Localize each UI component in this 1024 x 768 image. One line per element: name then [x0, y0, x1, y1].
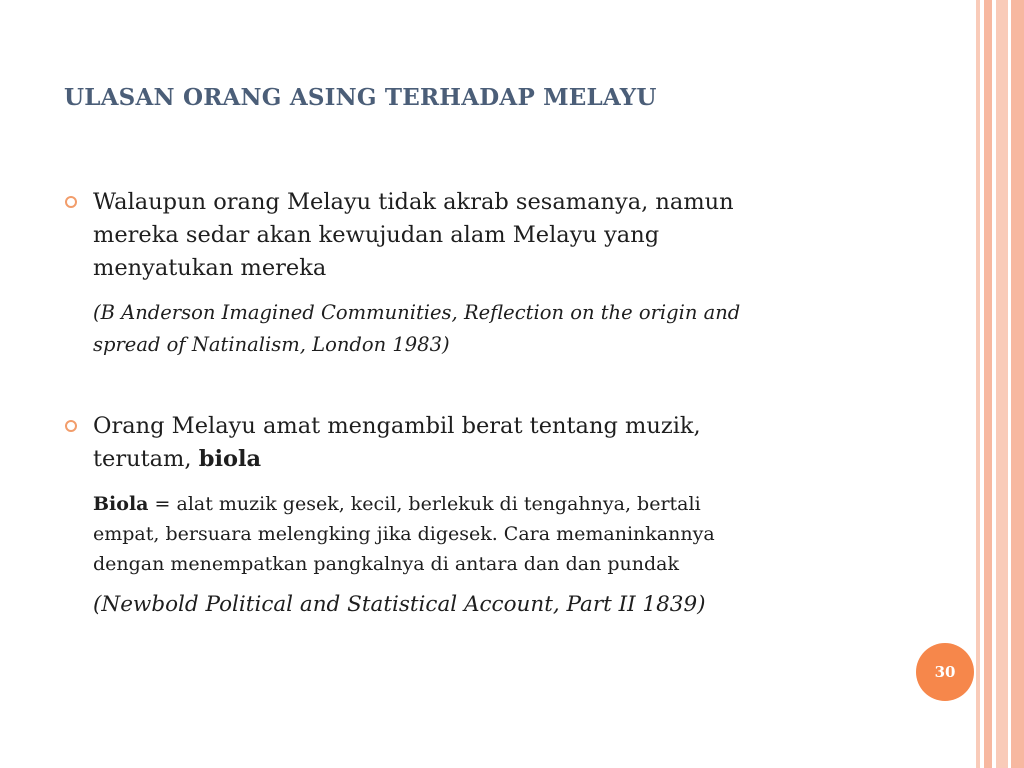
decorative-stripe	[984, 0, 992, 768]
bullet-text-line: Orang Melayu amat mengambil berat tentang muzik,	[93, 413, 701, 439]
bullet-text	[93, 410, 893, 476]
citation-line: spread of Natinalism, London 1983)	[93, 333, 450, 356]
definition	[93, 489, 893, 579]
slide-title: ULASAN ORANG ASING TERHADAP MELAYU	[64, 84, 657, 111]
bullet-text-line: menyatukan mereka	[93, 255, 327, 281]
bullet-text-line: Walaupun orang Melayu tidak akrab sesamanya, namun	[93, 189, 734, 215]
decorative-stripe	[1011, 0, 1024, 768]
citation: (Newbold Political and Statistical Account, Part II 1839)	[93, 592, 706, 617]
definition-equals: =	[154, 493, 171, 515]
bullet-circle-icon	[65, 420, 77, 432]
decorative-stripe	[996, 0, 1008, 768]
definition-line: empat, bersuara melengking jika digesek. Cara memaninkannya	[93, 523, 715, 545]
page-number-badge: 30	[916, 643, 974, 701]
citation-line: (B Anderson Imagined Communities, Reflection on the origin and	[93, 301, 741, 324]
bullet-item	[93, 186, 893, 361]
definition-term: Biola	[93, 493, 149, 515]
bullet-circle-icon	[65, 196, 77, 208]
bullet-item	[93, 410, 893, 621]
emphasis-word: biola	[198, 446, 262, 472]
definition-text: alat muzik gesek, kecil, berlekuk di tengahnya, bertali	[176, 493, 701, 515]
definition-line: dengan menempatkan pangkalnya di antara dan dan pundak	[93, 553, 679, 575]
bullet-text-line: mereka sedar akan kewujudan alam Melayu yang	[93, 222, 660, 248]
bullet-text-line: terutam,	[93, 446, 192, 472]
bullet-text	[93, 186, 893, 285]
citation	[93, 297, 893, 361]
